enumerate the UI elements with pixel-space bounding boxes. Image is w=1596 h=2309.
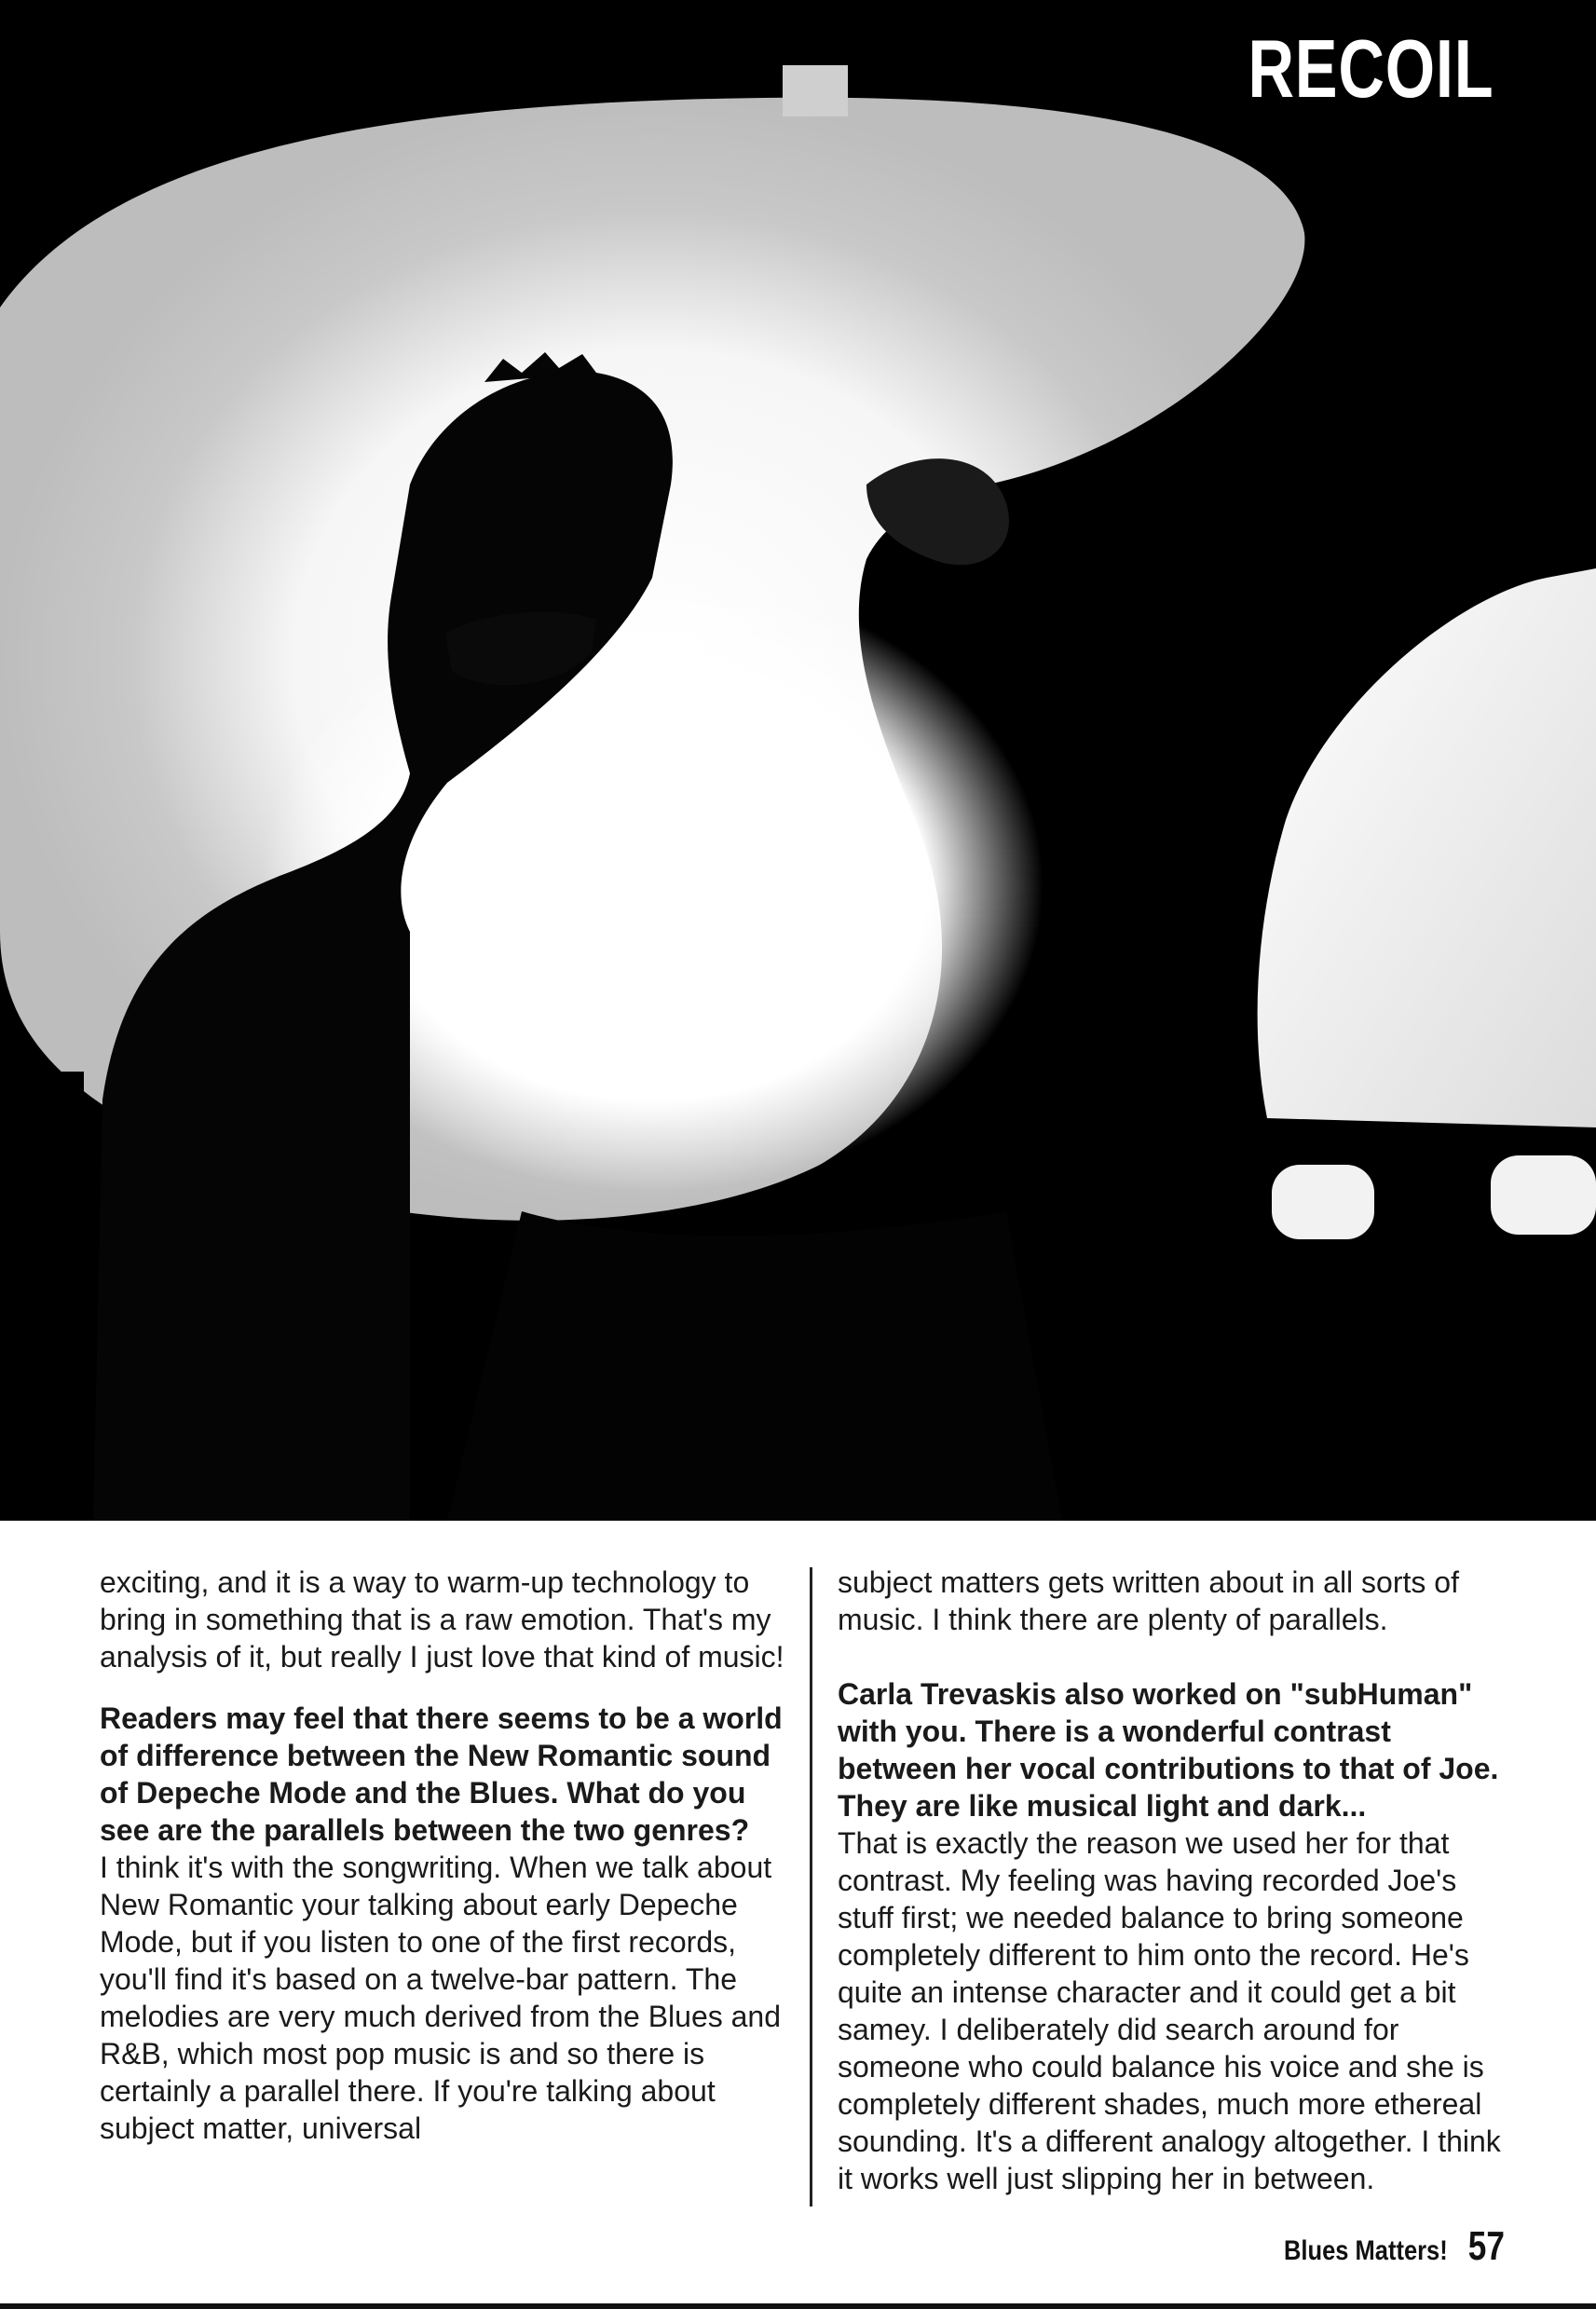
column-divider [810,1567,812,2207]
section-title: RECOIL [1248,22,1494,115]
interview-answer: That is exactly the reason we used her for that contrast. My feeling was having recorded Joe's stuff first; we needed balance to bring someone completely different to him onto the record. He's quite an intense character and it could get a bit samey. I deliberately did search around for someone who could balance his voice and she is completely different shades, much more ethereal sounding. It's a different analogy altogether. I think it works well just slipping her in between. [838,1826,1501,2195]
paragraph: subject matters gets written about in all sorts of music. I think there are plenty of parallels. [838,1565,1459,1636]
paragraph: exciting, and it is a way to warm-up technology to bring in something that is a raw emotion. That's my analysis of it, but really I just love that kind of music! [100,1565,784,1674]
interview-question: Readers may feel that there seems to be a world of difference between the New Romantic sound of Depeche Mode and the Blues. What do you see are the parallels between the two genres? [100,1701,783,1847]
interview-question: Carla Trevaskis also worked on "subHuman" with you. There is a wonderful contrast between her vocal contributions to that of Joe. They are like musical light and dark... [838,1677,1499,1823]
page-footer [1255,2223,1505,2270]
article-right-column [838,1564,1514,2197]
magazine-name: Blues Matters! [1284,2235,1449,2266]
bottom-rule [0,2303,1596,2309]
article-left-column [100,1564,789,2147]
page-number: 57 [1467,2223,1505,2269]
interview-answer: I think it's with the songwriting. When we talk about New Romantic your talking about early Depeche Mode, but if you listen to one of the first records, you'll find it's based on a twelve-bar pattern. The melodies are very much derived from the Blues and R&B, which most pop music is and so there is certainly a parallel there. If you're talking about subject matter, universal [100,1851,782,2145]
